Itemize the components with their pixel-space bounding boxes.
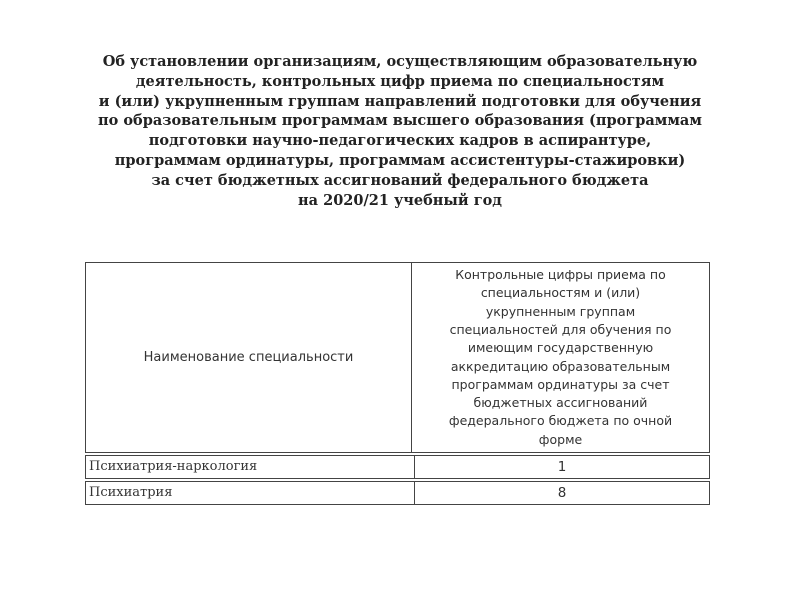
heading-line: по образовательным программам высшего образования (программам <box>98 112 702 130</box>
column-header-line: имеющим государственную <box>467 340 654 356</box>
column-header-line: Контрольные цифры приема по <box>455 267 666 283</box>
heading-line: Об установлении организациям, осуществляющим образовательную <box>102 53 698 70</box>
document-heading <box>80 52 720 210</box>
table-header-row <box>85 262 710 453</box>
admission-table <box>85 262 710 505</box>
column-header-line: специальностям и (или) <box>480 285 641 301</box>
column-header-specialty: Наименование специальности <box>86 263 412 452</box>
column-header-line: укрупненным группам <box>485 303 636 319</box>
admission-count-cell: 8 <box>414 481 710 505</box>
column-header-line: программам ординатуры за счет <box>451 376 670 392</box>
heading-line: на 2020/21 учебный год <box>298 191 502 209</box>
column-header-admission-figures <box>412 263 709 452</box>
column-header-line: форме <box>538 431 583 447</box>
column-header-line: бюджетных ассигнований <box>473 395 648 411</box>
heading-line: подготовки научно-педагогических кадров в аспирантуре, <box>148 132 652 150</box>
table-row <box>85 455 710 479</box>
table-row <box>85 481 710 505</box>
heading-line: программам ординатуры, программам ассистентуры-стажировки) <box>114 151 686 169</box>
column-header-line: федерального бюджета по очной <box>448 413 673 429</box>
column-header-line: аккредитацию образовательным <box>450 358 671 374</box>
heading-line: деятельность, контрольных цифр приема по специальностям <box>135 72 665 90</box>
specialty-name-cell: Психиатрия <box>85 481 414 505</box>
specialty-name-cell: Психиатрия-наркология <box>85 455 414 479</box>
heading-line: и (или) укрупненным группам направлений подготовки для обучения <box>98 92 702 110</box>
heading-line: за счет бюджетных ассигнований федерального бюджета <box>151 171 649 189</box>
column-header-line: специальностей для обучения по <box>449 321 672 337</box>
admission-count-cell: 1 <box>414 455 710 479</box>
